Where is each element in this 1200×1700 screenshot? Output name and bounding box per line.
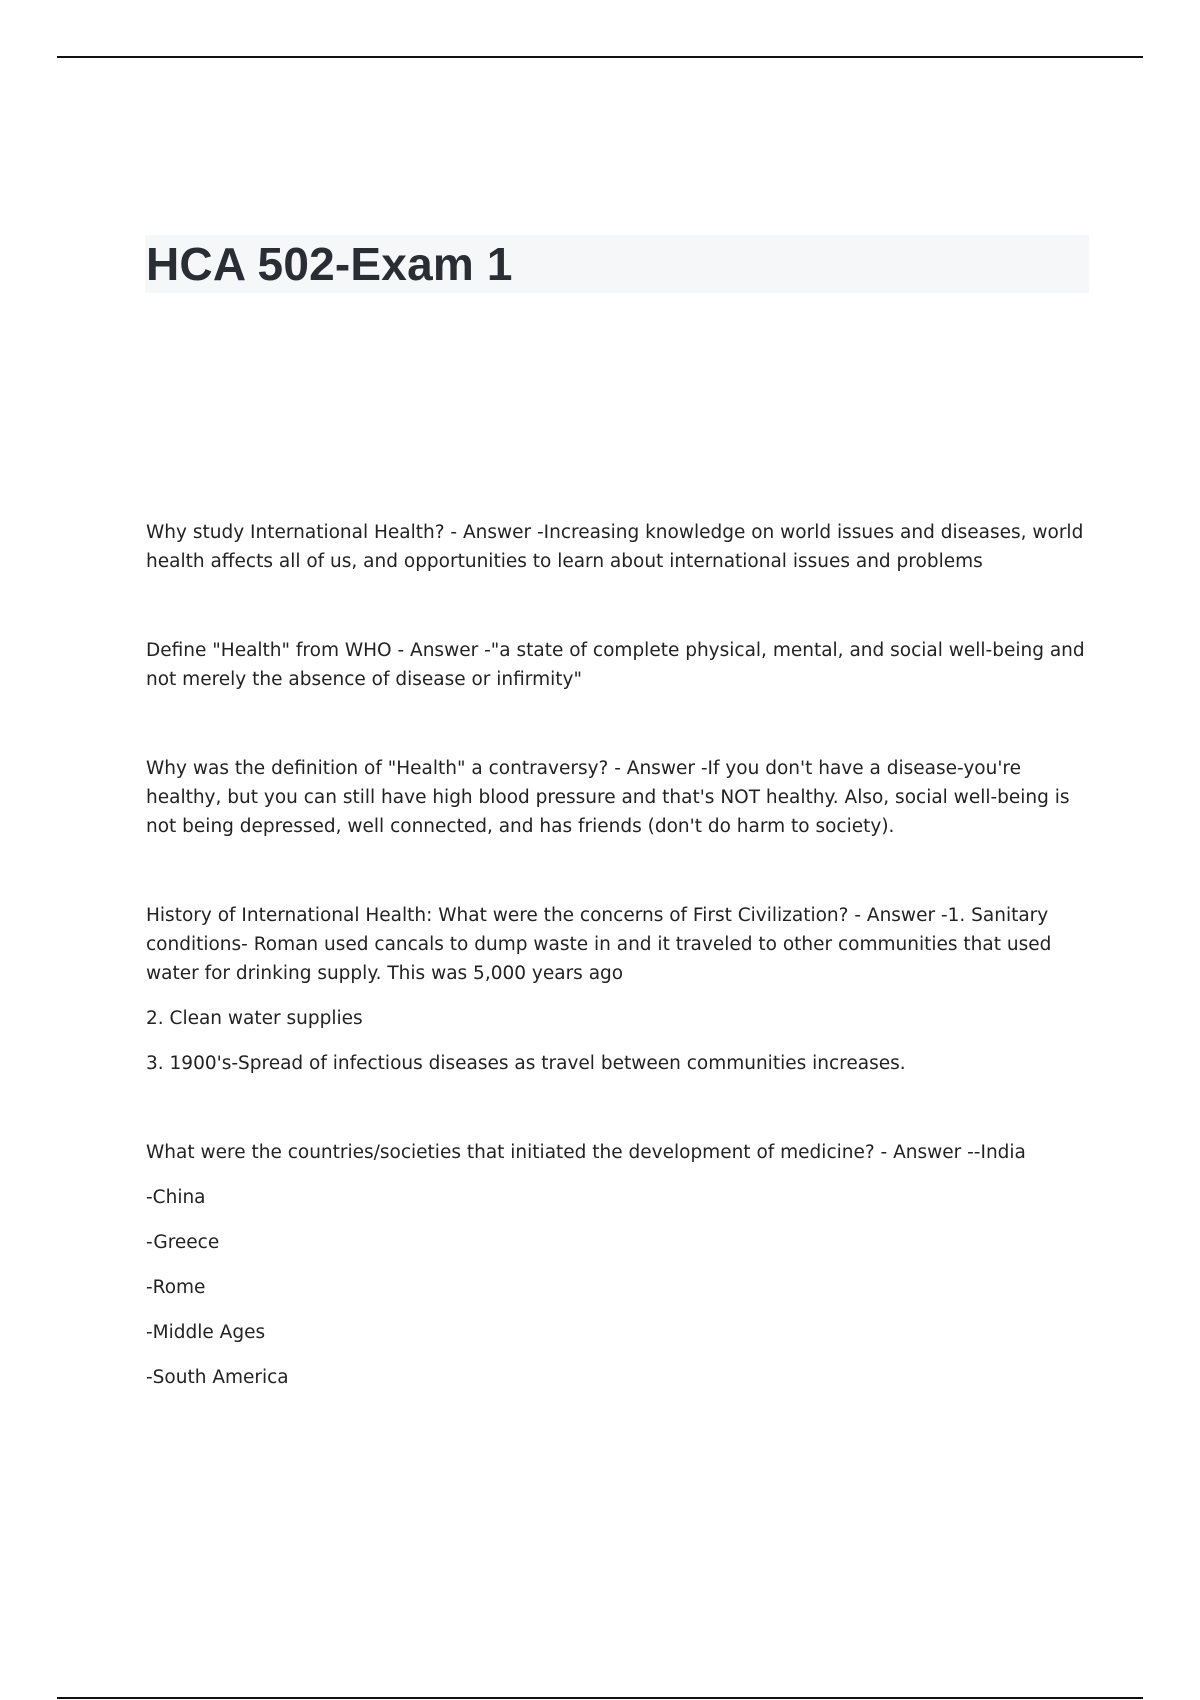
answer-line: 3. 1900's-Spread of infectious diseases as travel between communities increases. (146, 1053, 906, 1074)
qa-text: Define "Health" from WHO - Answer -"a state of complete physical, mental, and social well-being and not merely the absence of disease or infirmity" (146, 640, 1085, 690)
answer-line: -China (146, 1187, 206, 1208)
qa-entry (146, 901, 1086, 1078)
answer-line: -South America (146, 1367, 289, 1388)
qa-text: Why study International Health? - Answer -Increasing knowledge on world issues and diseases, world health affects all of us, and opportunities to learn about international issues and problems (146, 522, 1084, 572)
answer-line: 2. Clean water supplies (146, 1008, 363, 1029)
top-rule (57, 56, 1143, 58)
qa-entry (146, 754, 1086, 841)
qa-text: Why was the definition of "Health" a contraversy? - Answer -If you don't have a disease-you're healthy, but you can still have high blood pressure and that's NOT healthy. Also, social well-being is not being depressed, well connected, and has friends (don't do harm to society). (146, 758, 1070, 837)
document-body (146, 518, 1086, 1452)
qa-text: History of International Health: What were the concerns of First Civilization? - Answer -1. Sanitary conditions- Roman used cancals to dump waste in and it traveled to other communities that used water for drinking supply. This was 5,000 years ago (146, 905, 1052, 984)
bottom-rule (57, 1697, 1143, 1699)
qa-text: What were the countries/societies that initiated the development of medicine? - Answer --India (146, 1142, 1026, 1163)
qa-entry (146, 1138, 1086, 1392)
answer-line: -Rome (146, 1277, 206, 1298)
document-title: HCA 502-Exam 1 (146, 238, 513, 290)
answer-line: -Greece (146, 1232, 220, 1253)
answer-line: -Middle Ages (146, 1322, 266, 1343)
qa-entry (146, 636, 1086, 694)
qa-entry (146, 518, 1086, 576)
